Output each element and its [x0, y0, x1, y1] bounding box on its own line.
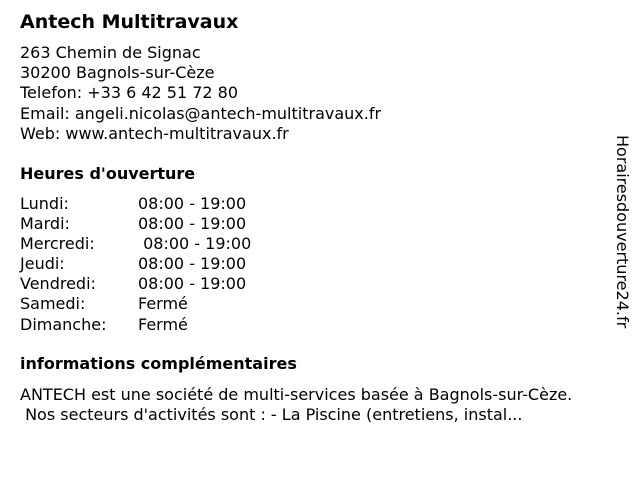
business-name: Antech Multitravaux [20, 11, 239, 33]
day-label: Vendredi: [20, 274, 96, 294]
day-label: Dimanche: [20, 314, 107, 334]
hours-row-wednesday [20, 234, 320, 254]
time-value: 08:00 - 19:00 [138, 274, 247, 294]
hours-row-thursday [20, 254, 320, 274]
time-value: Fermé [138, 294, 188, 314]
business-description [20, 385, 572, 425]
website-address: Web: www.antech-multitravaux.fr [20, 123, 289, 143]
time-value: 08:00 - 19:00 [138, 254, 247, 274]
email-address: Email: angeli.nicolas@antech-multitravaux.fr [20, 103, 382, 123]
day-label: Samedi: [20, 294, 86, 314]
street-address: 263 Chemin de Signac [20, 43, 201, 62]
hours-row-sunday [20, 315, 320, 335]
time-value: Fermé [138, 314, 188, 334]
opening-hours-list [20, 194, 320, 335]
hours-row-friday [20, 274, 320, 294]
day-label: Lundi: [20, 194, 69, 213]
day-label: Mercredi: [20, 234, 95, 254]
day-label: Mardi: [20, 214, 70, 234]
hours-row-tuesday [20, 214, 320, 234]
hours-row-saturday [20, 294, 320, 314]
city-postal-code: 30200 Bagnols-sur-Cèze [20, 63, 215, 83]
description-line-1: ANTECH est une société de multi-services basée à Bagnols-sur-Cèze. [20, 385, 573, 404]
hours-row-monday [20, 194, 320, 214]
description-line-2: Nos secteurs d'activités sont : - La Piscine (entretiens, instal... [20, 405, 523, 424]
time-value: 08:00 - 19:00 [138, 214, 247, 234]
contact-block [20, 43, 381, 144]
additional-info-heading: informations complémentaires [20, 354, 297, 373]
day-label: Jeudi: [20, 254, 65, 274]
time-value: 08:00 - 19:00 [138, 194, 247, 213]
time-value: 08:00 - 19:00 [138, 234, 252, 254]
phone-number: Telefon: +33 6 42 51 72 80 [20, 83, 239, 103]
site-watermark: Horairesdouverture24.fr [613, 135, 632, 329]
opening-hours-heading: Heures d'ouverture [20, 164, 196, 183]
